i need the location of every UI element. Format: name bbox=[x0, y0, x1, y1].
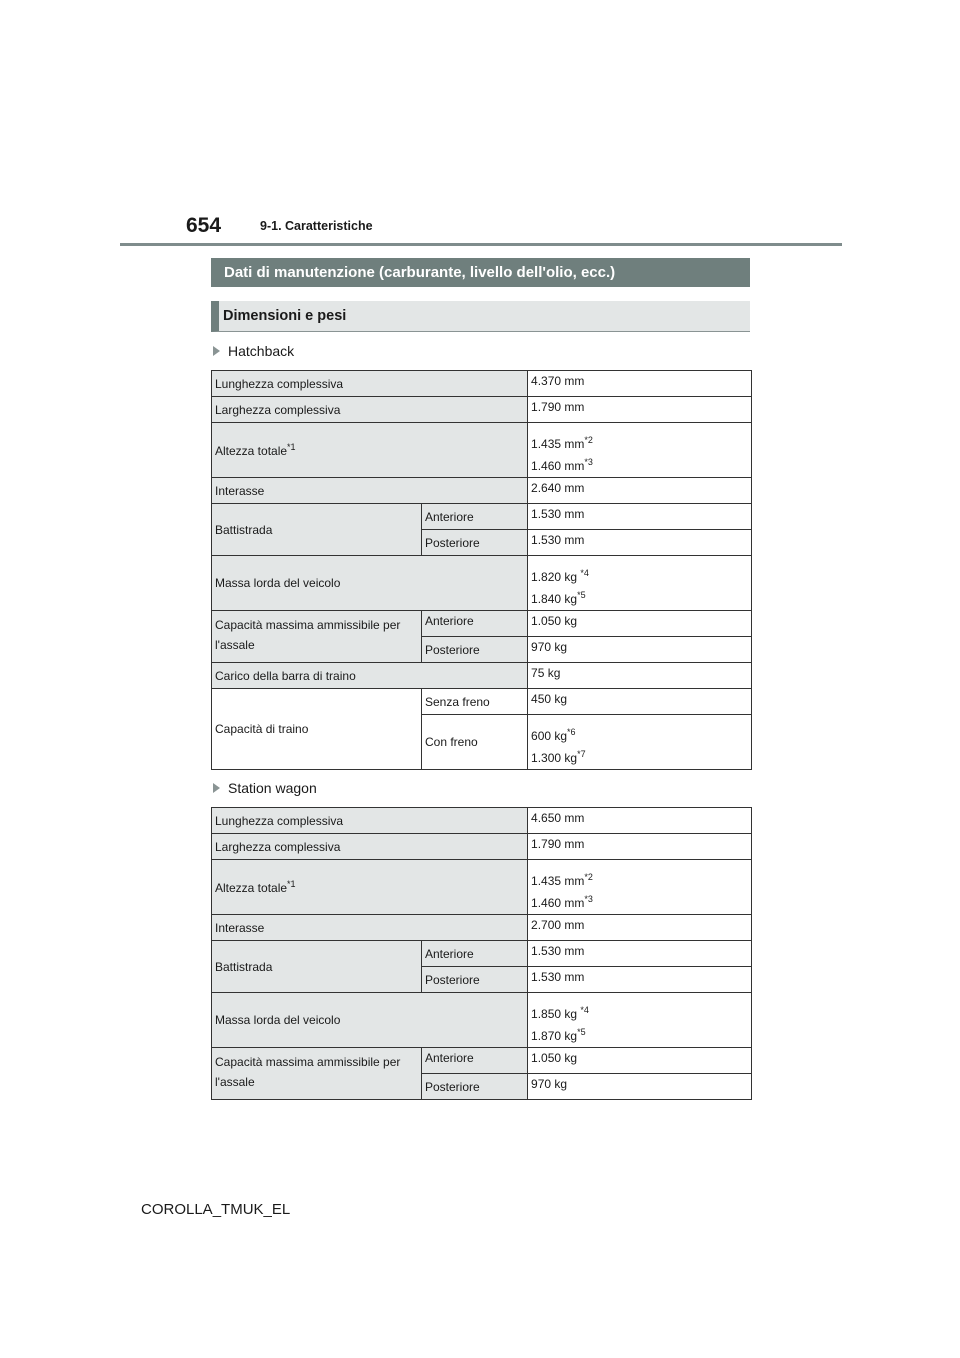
row-value: 1.820 kg $^{*4}$ 1.840 $kg^{*5}$ bbox=[528, 556, 752, 611]
sub-label: Anteriore bbox=[422, 1048, 528, 1074]
row-label: Altezza totale$^{*1}$ bbox=[212, 860, 528, 915]
row-value: 4.650 mm bbox=[528, 808, 752, 834]
sub-label: Posteriore bbox=[422, 530, 528, 556]
page-number: 654 bbox=[186, 214, 222, 237]
row-label: Lunghezza complessiva bbox=[212, 808, 528, 834]
variant-title: Station wagon bbox=[228, 780, 317, 796]
row-value: 1.435 $mm^{*2}$ 1.460 $mm^{*3}$ bbox=[528, 423, 752, 478]
table-row bbox=[212, 860, 752, 915]
table-row bbox=[212, 689, 752, 715]
row-value: 4.370 mm bbox=[528, 371, 752, 397]
table-row bbox=[212, 1048, 752, 1074]
row-label: Interasse bbox=[212, 478, 528, 504]
table-row bbox=[212, 397, 752, 423]
table-row bbox=[212, 611, 752, 637]
row-value: 970 kg bbox=[528, 637, 752, 663]
row-label: Larghezza complessiva bbox=[212, 397, 528, 423]
triangle-bullet-icon bbox=[213, 346, 220, 356]
row-value: 450 kg bbox=[528, 689, 752, 715]
row-label: Capacità massima ammissibile per l'assale bbox=[212, 1048, 422, 1100]
sub-label: Posteriore bbox=[422, 637, 528, 663]
row-label: Massa lorda del veicolo bbox=[212, 556, 528, 611]
row-label: Battistrada bbox=[212, 941, 422, 993]
table-row bbox=[212, 834, 752, 860]
row-value: 600 $kg^{*6}$ 1.300 $kg^{*7}$ bbox=[528, 715, 752, 770]
sub-label: Anteriore bbox=[422, 611, 528, 637]
row-value: 1.850 kg $^{*4}$ 1.870 $kg^{*5}$ bbox=[528, 993, 752, 1048]
row-value: 75 kg bbox=[528, 663, 752, 689]
main-heading: Dati di manutenzione (carburante, livello dell'olio, ecc.) bbox=[211, 258, 750, 287]
row-label: Interasse bbox=[212, 915, 528, 941]
table-row bbox=[212, 993, 752, 1048]
table-row bbox=[212, 504, 752, 530]
row-value: 1.530 mm bbox=[528, 941, 752, 967]
row-label: Altezza totale$^{*1}$ bbox=[212, 423, 528, 478]
table-row bbox=[212, 808, 752, 834]
sub-label: Senza freno bbox=[422, 689, 528, 715]
footnote-mark: *1 bbox=[287, 442, 296, 452]
row-value: 1.050 kg bbox=[528, 611, 752, 637]
row-value: 2.700 mm bbox=[528, 915, 752, 941]
table-row bbox=[212, 423, 752, 478]
row-label: Lunghezza complessiva bbox=[212, 371, 528, 397]
station-wagon-spec-table bbox=[211, 807, 752, 1100]
row-label: Massa lorda del veicolo bbox=[212, 993, 528, 1048]
row-value: 1.530 mm bbox=[528, 530, 752, 556]
row-value: 2.640 mm bbox=[528, 478, 752, 504]
variant-title: Hatchback bbox=[228, 343, 295, 359]
footnote-mark: *1 bbox=[287, 879, 296, 889]
sub-label: Anteriore bbox=[422, 504, 528, 530]
row-value: 1.530 mm bbox=[528, 504, 752, 530]
table-row bbox=[212, 371, 752, 397]
row-label: Carico della barra di traino bbox=[212, 663, 528, 689]
variant-hatchback bbox=[213, 343, 294, 359]
sub-heading: Dimensioni e pesi bbox=[211, 301, 750, 332]
row-value: 970 kg bbox=[528, 1074, 752, 1100]
section-label: 9-1. Caratteristiche bbox=[260, 219, 373, 233]
row-label: Battistrada bbox=[212, 504, 422, 556]
document-footer: COROLLA_TMUK_EL bbox=[141, 1201, 291, 1218]
table-row bbox=[212, 556, 752, 611]
row-value: 1.050 kg bbox=[528, 1048, 752, 1074]
table-row bbox=[212, 941, 752, 967]
sub-label: Con freno bbox=[422, 715, 528, 770]
row-label: Capacità massima ammissibile per l'assale bbox=[212, 611, 422, 663]
row-value: 1.790 mm bbox=[528, 834, 752, 860]
row-label: Larghezza complessiva bbox=[212, 834, 528, 860]
header-rule bbox=[120, 243, 842, 246]
triangle-bullet-icon bbox=[213, 783, 220, 793]
row-value: 1.790 mm bbox=[528, 397, 752, 423]
row-value: 1.530 mm bbox=[528, 967, 752, 993]
table-row bbox=[212, 478, 752, 504]
table-row bbox=[212, 663, 752, 689]
row-label: Capacità di traino bbox=[212, 689, 422, 770]
row-value: 1.435 $mm^{*2}$ 1.460 $mm^{*3}$ bbox=[528, 860, 752, 915]
sub-label: Anteriore bbox=[422, 941, 528, 967]
sub-label: Posteriore bbox=[422, 967, 528, 993]
hatchback-spec-table bbox=[211, 370, 752, 770]
table-row bbox=[212, 915, 752, 941]
sub-label: Posteriore bbox=[422, 1074, 528, 1100]
variant-station-wagon bbox=[213, 780, 317, 796]
